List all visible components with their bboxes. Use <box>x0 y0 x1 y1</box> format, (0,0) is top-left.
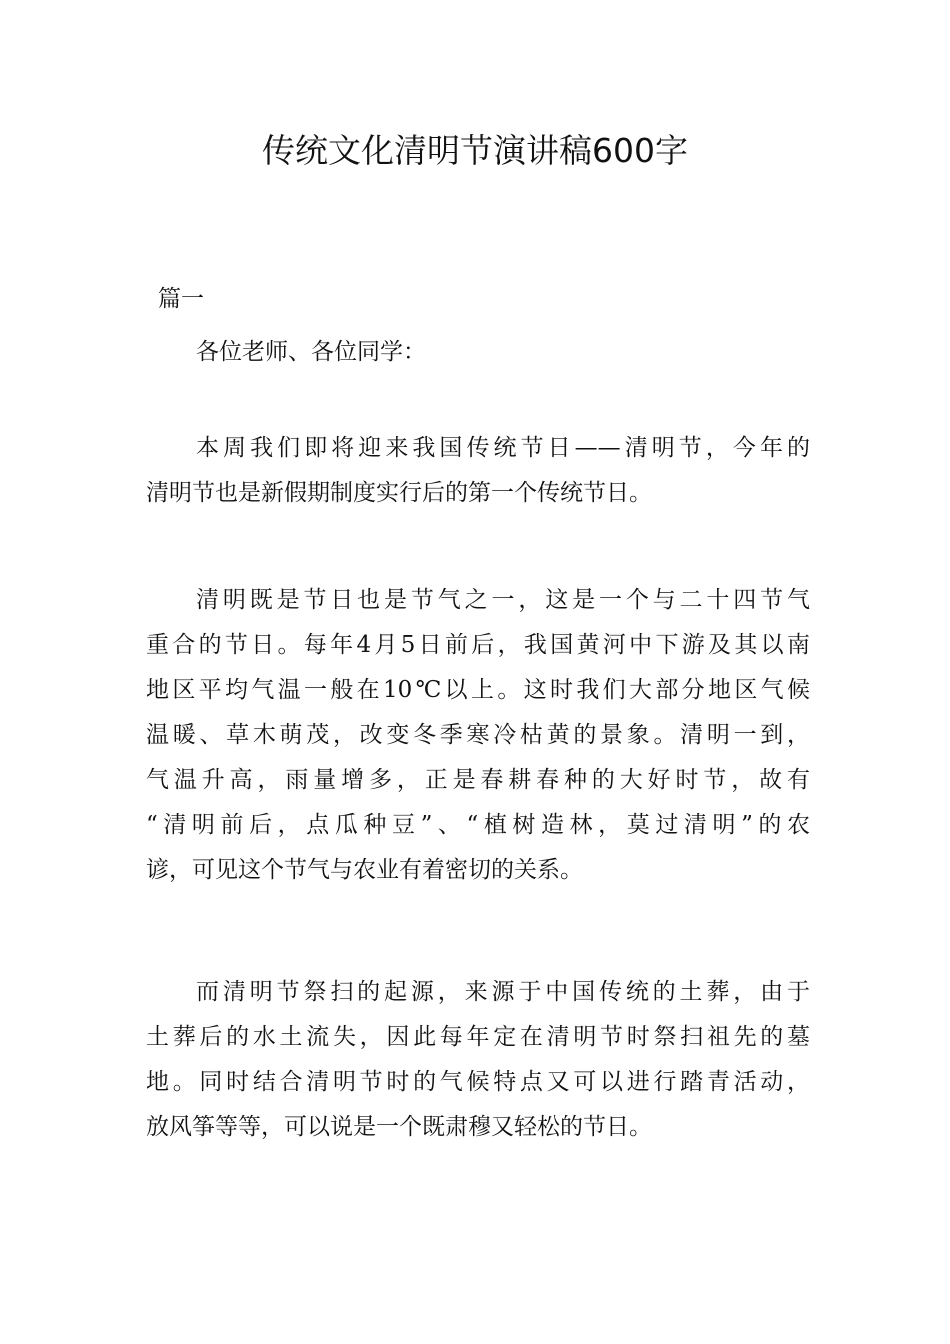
paragraph-line: 谚，可见这个节气与农业有着密切的关系。 <box>146 857 583 883</box>
paragraph-2 <box>146 578 810 893</box>
document-title: 传统文化清明节演讲稿600字 <box>262 131 688 170</box>
paragraph-line: 气温升高，雨量增多，正是春耕春种的大好时节，故有 <box>146 767 810 793</box>
paragraph-line: 清明节也是新假期制度实行后的第一个传统节日。 <box>146 480 652 506</box>
paragraph-line: “清明前后，点瓜种豆”、“植树造林，莫过清明”的农 <box>146 812 810 838</box>
paragraph-line: 放风筝等等，可以说是一个既肃穆又轻松的节日。 <box>146 1114 652 1140</box>
paragraph-line: 地。同时结合清明节时的气候特点又可以进行踏青活动， <box>146 1069 810 1095</box>
paragraph-line: 重合的节日。每年4月5日前后，我国黄河中下游及其以南 <box>146 632 810 658</box>
section-label: 篇一 <box>158 286 204 312</box>
paragraph-line: 土葬后的水土流失，因此每年定在清明节时祭扫祖先的墓 <box>146 1024 810 1050</box>
paragraph-line: 而清明节祭扫的起源，来源于中国传统的土葬，由于 <box>196 979 810 1005</box>
paragraph-line: 地区平均气温一般在10℃以上。这时我们大部分地区气候 <box>146 677 810 703</box>
paragraph-1 <box>146 426 810 516</box>
paragraph-line: 温暖、草木萌茂，改变冬季寒冷枯黄的景象。清明一到， <box>146 722 810 748</box>
paragraph-line: 本周我们即将迎来我国传统节日——清明节，今年的 <box>196 435 810 461</box>
paragraph-line: 清明既是节日也是节气之一，这是一个与二十四节气 <box>196 587 810 613</box>
paragraph-3 <box>146 970 810 1150</box>
salutation: 各位老师、各位同学： <box>196 339 426 365</box>
